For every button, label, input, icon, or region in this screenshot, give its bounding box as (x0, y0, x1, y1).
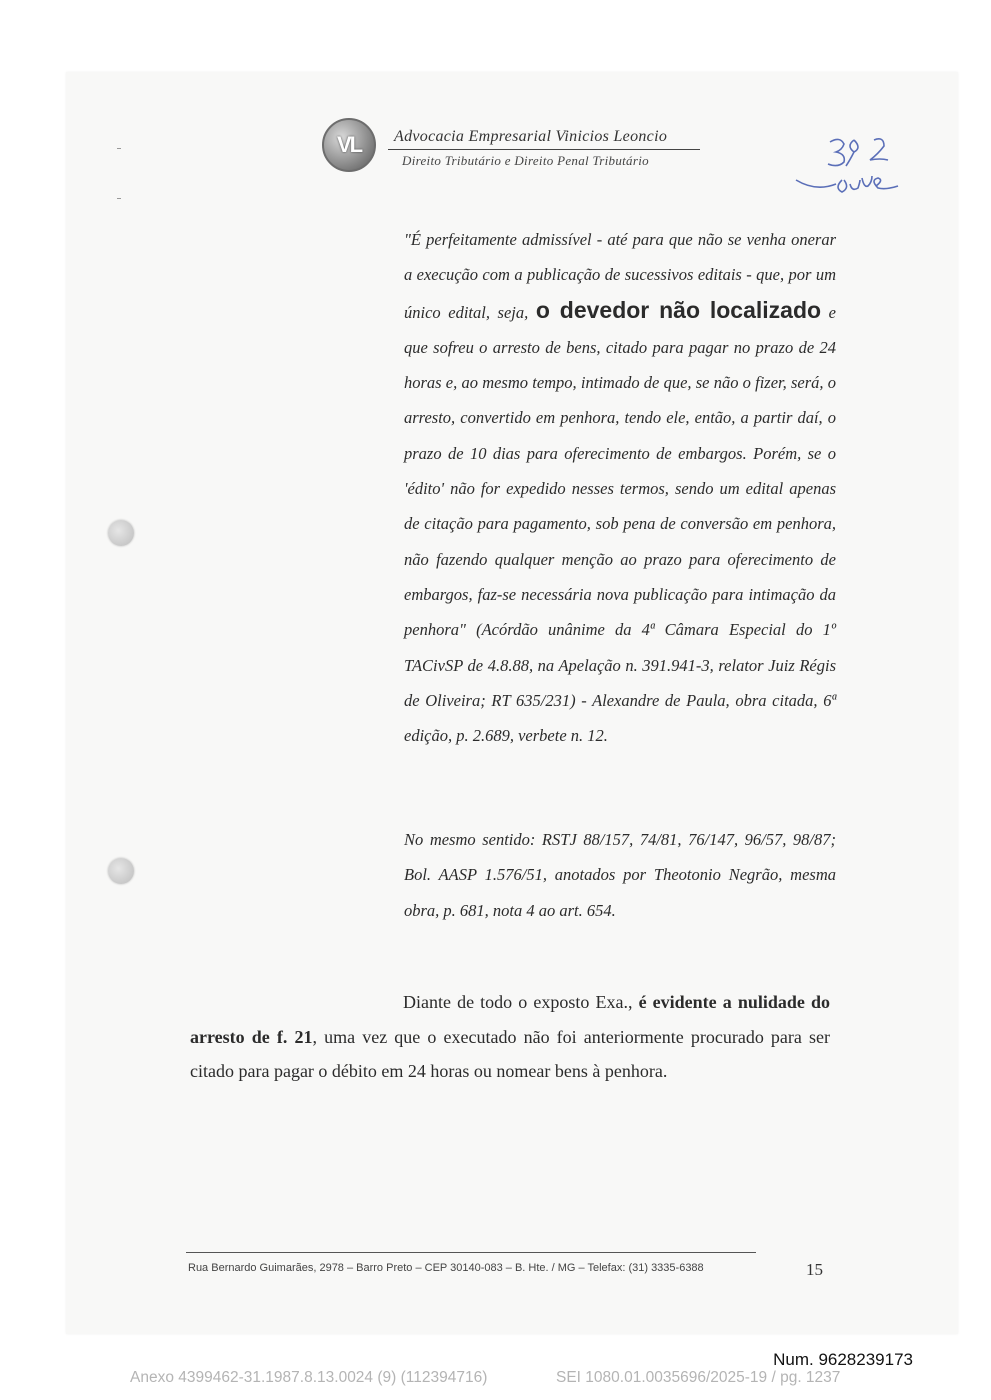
punch-hole (108, 858, 134, 884)
firm-name: Advocacia Empresarial Vinicios Leoncio (394, 128, 668, 145)
logo-monogram: VL (336, 132, 362, 157)
firm-subtitle: Direito Tributário e Direito Penal Tributário (402, 153, 649, 168)
punch-hole (108, 520, 134, 546)
conclusion-bold: é evidente a nulidade do arresto de f. 21 (190, 992, 830, 1047)
footer-rule (186, 1252, 756, 1253)
quote-part-2: e que sofreu o arresto de bens, citado para pagar no prazo de 24 horas e, ao mesmo tempo, intimado de que, se não o fizer, será, o arresto, convertido em penhora, tendo ele, então, a partir daí, o prazo de 10 dias para oferecimento de embargos. Porém, se o 'édito' não for expedido nesses termos, sendo um edital apenas de citação para pagamento, sob pena de conversão em penhora, não fazendo qualquer menção ao prazo para oferecimento de embargos, faz-se necessária nova publicação para intimação da penhora" (Acórdão unânime da 4ª Câmara Especial do 1º TACivSP de 4.8.88, na Apelação n. 391.941-3, relator Juiz Régis de Oliveira; RT 635/231) - Alexandre de Paula, obra citada, 6ª edição, p. 2.689, verbete n. 12. (404, 302, 836, 746)
conclusion-rest: , uma vez que o executado não foi anteriormente procurado para ser citado para pagar o débito em 24 horas ou nomear bens à penhora. (190, 1026, 831, 1081)
quote-emphasis: o devedor não localizado (535, 296, 822, 323)
handwritten-page-mark (792, 130, 922, 210)
quoted-references: No mesmo sentido: RSTJ 88/157, 74/81, 76/147, 96/57, 98/87; Bol. AASP 1.576/51, anotados por Theotonio Negrão, mesma obra, p. 681, nota 4 ao art. 654. (404, 830, 836, 920)
conclusion-lead: Diante de todo o exposto Exa., (403, 992, 639, 1012)
scan-mark (117, 148, 121, 149)
header-rule (388, 149, 700, 150)
scan-mark (117, 198, 121, 199)
page-number: 15 (806, 1260, 823, 1279)
sei-reference: SEI 1080.01.0035696/2025-19 / pg. 1237 (556, 1369, 841, 1386)
quote-part-1: "É perfeitamente admissível - até para que não se venha onerar a execução com a publicação de sucessivos editais - que, por um único edital, seja, (404, 230, 836, 322)
footer-address: Rua Bernardo Guimarães, 2978 – Barro Preto – CEP 30140-083 – B. Hte. / MG – Telefax: (31) 3335-6388 (188, 1262, 704, 1274)
document-number: Num. 9628239173 (773, 1350, 913, 1369)
conclusion-paragraph (190, 985, 830, 1089)
firm-logo (322, 118, 376, 172)
quoted-jurisprudence (404, 222, 836, 753)
annex-reference: Anexo 4399462-31.1987.8.13.0024 (9) (112394716) (130, 1369, 488, 1386)
